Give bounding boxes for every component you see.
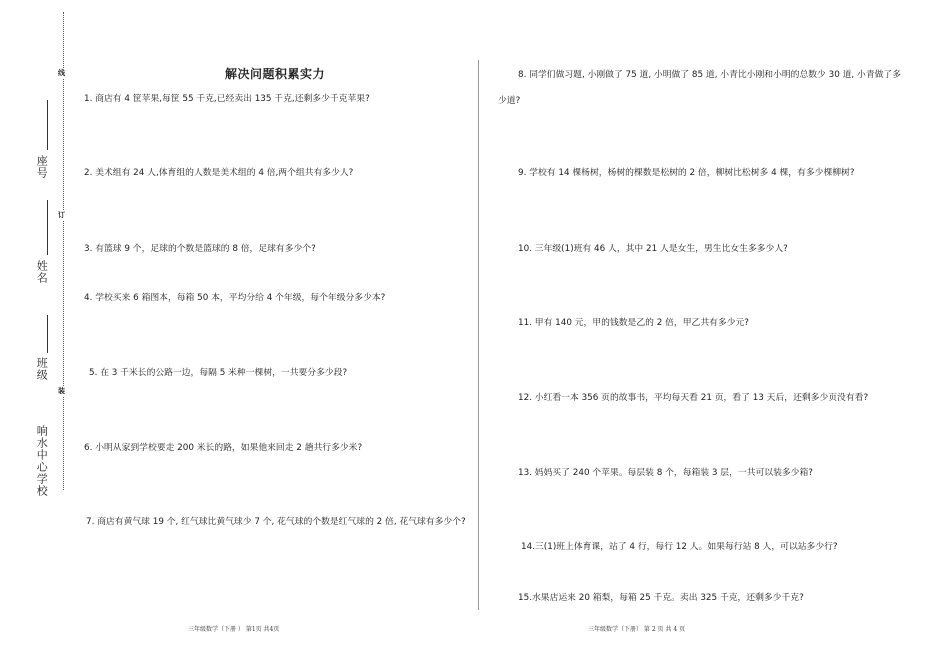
page-title: 解决问题积累实力 [225,67,326,81]
question-10: 10. 三年级(1)班有 46 人，其中 21 人是女生，男生比女生多多少人? [518,244,788,254]
footer-right: 三年级数学（下册） 第 2 页 共 4 页 [588,626,686,633]
question-9: 9. 学校有 14 棵杨树，杨树的棵数是松树的 2 倍，柳树比松树多 4 棵，有多少棵柳树? [518,168,855,178]
question-3: 3. 有篮球 9 个，足球的个数是篮球的 8 倍，足球有多少个? [84,244,316,254]
name-blank[interactable] [47,200,48,255]
page-divider [478,60,479,610]
school-name: 响水中心学校 [35,425,49,497]
question-15: 15.水果店运来 20 箱梨，每箱 25 千克。卖出 325 千克，还剩多少千克? [518,593,804,603]
class-blank[interactable] [47,315,48,353]
binding-dotted-line [63,12,64,490]
question-7: 7. 商店有黄气球 19 个, 红气球比黄气球少 7 个, 花气球的个数是红气球的 2 倍, 花气球有多少个? [86,517,466,527]
question-14: 14.三(1)班上体育课，站了 4 行，每行 12 人。如果每行站 8 人，可以站多少行? [521,542,838,552]
seat-blank[interactable] [47,100,48,150]
question-11: 11. 甲有 140 元，甲的钱数是乙的 2 倍，甲乙共有多少元? [518,318,749,328]
binding-mark-order: 订 [58,211,65,219]
footer-left: 三年级数学（下册 ） 第1页 共4页 [188,626,280,633]
seat-label: 座号 [35,155,49,179]
question-13: 13. 妈妈买了 240 个苹果。每层装 8 个，每箱装 3 层，一共可以装多少箱? [518,468,813,478]
question-1: 1. 商店有 4 筐苹果,每筐 55 千克,已经卖出 135 千克,还剩多少千克苹果? [84,94,370,104]
question-12: 12. 小红看一本 356 页的故事书，平均每天看 21 页，看了 13 天后，还剩多少页没有看? [518,393,869,403]
name-label: 姓名 [35,260,49,284]
question-8: 8. 同学们做习题, 小刚做了 75 道, 小明做了 85 道, 小青比小刚和小明的总数少 30 道, 小青做了多少道? [498,70,902,106]
binding-mark-bind: 装 [58,387,65,395]
question-6: 6. 小明从家到学校要走 200 米长的路，如果他来回走 2 趟共行多少米? [84,443,363,453]
class-label: 班级 [35,357,49,381]
question-5: 5. 在 3 千米长的公路一边，每隔 5 米种一棵树，一共要分多少段? [89,368,348,378]
question-4: 4. 学校买来 6 箱图本，每箱 50 本，平均分给 4 个年级，每个年级分多少本? [84,293,386,303]
question-2: 2. 美术组有 24 人,体育组的人数是美术组的 4 倍,两个组共有多少人? [84,168,354,178]
binding-mark-line: 线 [58,69,65,77]
